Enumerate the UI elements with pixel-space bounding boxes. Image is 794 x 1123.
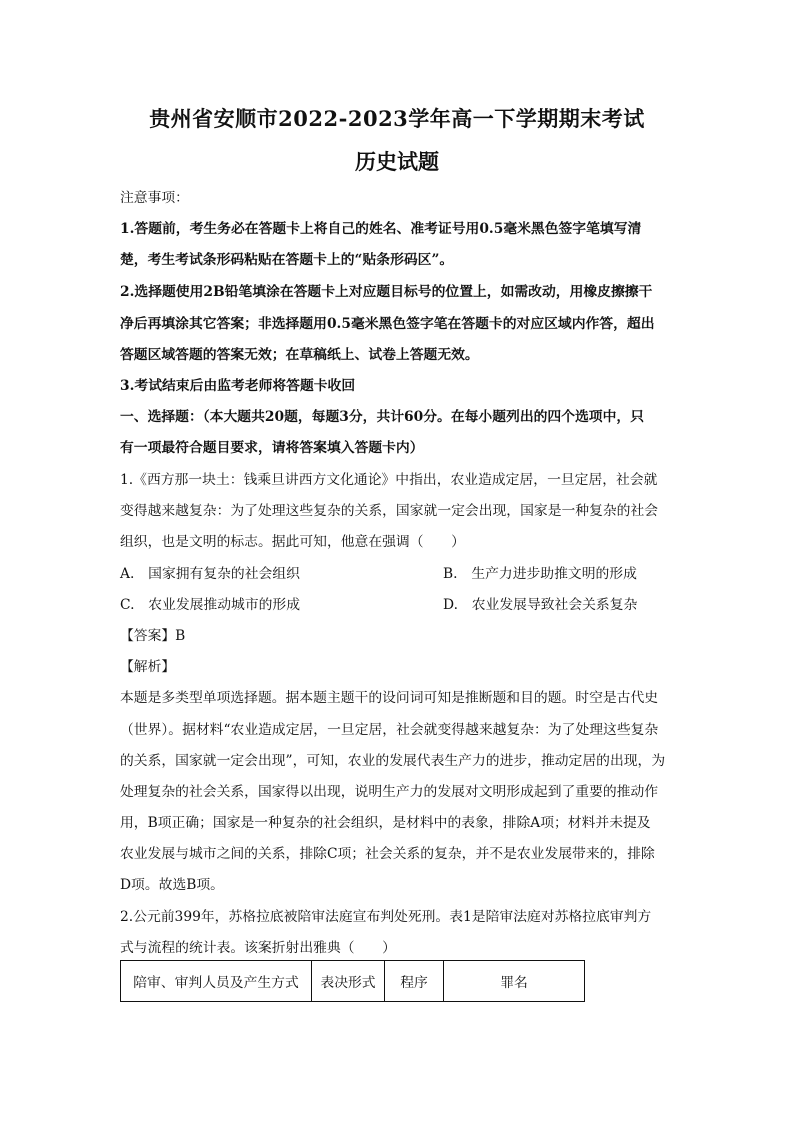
document-title: 贵州省安顺市2022-2023学年高一下学期期末考试 [149,106,645,131]
question-1-stem: 1.《西方那一块土：钱乘旦讲西方文化通论》中指出，农业造成定居，一旦定居，社会就 [120,472,658,488]
document-subtitle: 历史试题 [355,149,439,174]
answer-label: 【答案】B [120,628,186,644]
question-2-stem: 式与流程的统计表。该案折射出雅典（ ） [120,940,396,956]
option-a: A. 国家拥有复杂的社会组织 [120,566,300,582]
analysis-heading: 【解析】 [120,659,176,675]
analysis-line: 本题是多类型单项选择题。据本题主题干的设问词可知是推断题和目的题。时空是古代史 [120,690,659,706]
analysis-line: 的关系，国家就一定会出现”，可知，农业的发展代表生产力的进步，推动定居的出现，为 [120,753,666,769]
notice-line: 净后再填涂其它答案；非选择题用0.5毫米黑色签字笔在答题卡的对应区域内作答，超出 [120,316,655,332]
option-b: B. 生产力进步助推文明的形成 [443,566,637,582]
table-header-cell: 罪名 [444,961,585,1002]
question-1-stem: 组织，也是文明的标志。据此可知，他意在强调（ ） [120,534,465,550]
notice-heading: 注意事项： [120,190,189,206]
section-heading: 一、选择题：（本大题共20题，每题3分，共计60分。在每小题列出的四个选项中，只 [120,409,644,425]
notice-line: 1.答题前，考生务必在答题卡上将自己的姓名、准考证号用0.5毫米黑色签字笔填写清 [120,221,642,237]
table-header-cell: 陪审、审判人员及产生方式 [121,961,312,1002]
analysis-line: 用，B项正确；国家是一种复杂的社会组织，是材料中的表象，排除A项；材料并未提及 [120,815,651,831]
table-header-cell: 表决形式 [312,961,385,1002]
option-d: D. 农业发展导致社会关系复杂 [443,597,638,613]
table-header-row [121,961,585,1002]
notice-line: 楚，考生考试条形码粘贴在答题卡上的“贴条形码区”。 [120,252,454,268]
analysis-line: 处理复杂的社会关系，国家得以出现，说明生产力的发展对文明形成起到了重要的推动作 [120,784,659,800]
notice-line: 3.考试结束后由监考老师将答题卡收回 [120,378,356,394]
notice-line: 答题区域答题的答案无效；在草稿纸上、试卷上答题无效。 [120,347,479,363]
analysis-line: 农业发展与城市之间的关系，排除C项；社会关系的复杂，并不是农业发展带来的，排除 [120,846,655,862]
analysis-line: （世界）。据材料“农业造成定居，一旦定居，社会就变得越来越复杂：为了处理这些复杂 [120,722,659,738]
table-header-cell: 程序 [385,961,444,1002]
option-c: C. 农业发展推动城市的形成 [120,597,301,613]
question-2-stem: 2.公元前399年，苏格拉底被陪审法庭宣布判处死刑。表1是陪审法庭对苏格拉底审判方 [120,909,652,925]
notice-line: 2.选择题使用2B铅笔填涂在答题卡上对应题目标号的位置上，如需改动，用橡皮擦擦干 [120,284,653,300]
question-2-table [120,960,585,1002]
section-heading-cont: 有一项最符合题目要求，请将答案填入答题卡内） [120,440,424,456]
analysis-line: D项。故选B项。 [120,877,224,893]
question-1-stem: 变得越来越复杂：为了处理这些复杂的关系，国家就一定会出现，国家是一种复杂的社会 [120,503,659,519]
